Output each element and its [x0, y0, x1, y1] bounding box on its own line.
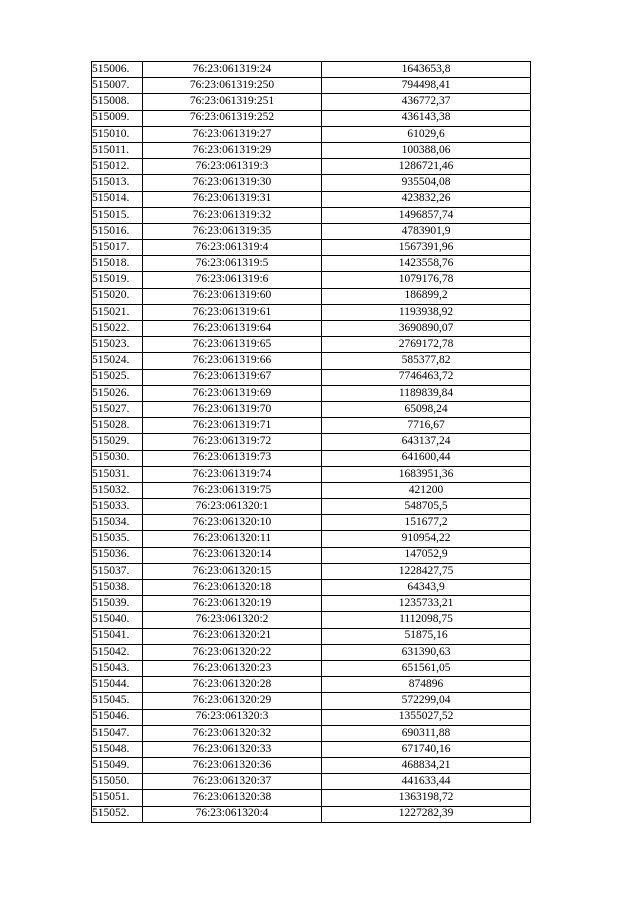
row-number-cell: 515008. — [92, 94, 143, 110]
cadastral-value-cell: 690311,88 — [322, 725, 531, 741]
table-row — [92, 175, 531, 191]
row-number-cell: 515039. — [92, 596, 143, 612]
cadastral-value-cell: 51875,16 — [322, 628, 531, 644]
cadastral-value-cell: 651561,05 — [322, 660, 531, 676]
cadastral-number-cell: 76:23:061319:66 — [143, 353, 322, 369]
row-number-cell: 515043. — [92, 660, 143, 676]
table-row — [92, 466, 531, 482]
cadastral-number-cell: 76:23:061319:250 — [143, 78, 322, 94]
cadastral-number-cell: 76:23:061319:6 — [143, 272, 322, 288]
table-row — [92, 806, 531, 822]
cadastral-number-cell: 76:23:061319:65 — [143, 337, 322, 353]
row-number-cell: 515046. — [92, 709, 143, 725]
cadastral-number-cell: 76:23:061319:61 — [143, 304, 322, 320]
cadastral-value-cell: 1423558,76 — [322, 256, 531, 272]
table-row — [92, 596, 531, 612]
table-row — [92, 547, 531, 563]
row-number-cell: 515030. — [92, 450, 143, 466]
table-row — [92, 369, 531, 385]
table-row — [92, 62, 531, 78]
cadastral-value-cell: 1079176,78 — [322, 272, 531, 288]
cadastral-number-cell: 76:23:061319:24 — [143, 62, 322, 78]
table-row — [92, 321, 531, 337]
cadastral-value-cell: 3690890,07 — [322, 321, 531, 337]
row-number-cell: 515047. — [92, 725, 143, 741]
table-row — [92, 94, 531, 110]
cadastral-number-cell: 76:23:061320:32 — [143, 725, 322, 741]
row-number-cell: 515044. — [92, 677, 143, 693]
table-row — [92, 758, 531, 774]
cadastral-number-cell: 76:23:061320:11 — [143, 531, 322, 547]
table-row — [92, 385, 531, 401]
cadastral-value-cell: 2769172,78 — [322, 337, 531, 353]
row-number-cell: 515032. — [92, 482, 143, 498]
cadastral-number-cell: 76:23:061320:23 — [143, 660, 322, 676]
row-number-cell: 515037. — [92, 563, 143, 579]
cadastral-value-cell: 1228427,75 — [322, 563, 531, 579]
cadastral-number-cell: 76:23:061319:4 — [143, 240, 322, 256]
cadastral-value-cell: 468834,21 — [322, 758, 531, 774]
table-row — [92, 499, 531, 515]
cadastral-number-cell: 76:23:061320:18 — [143, 580, 322, 596]
row-number-cell: 515012. — [92, 159, 143, 175]
table-row — [92, 401, 531, 417]
cadastral-number-cell: 76:23:061319:5 — [143, 256, 322, 272]
cadastral-number-cell: 76:23:061319:72 — [143, 434, 322, 450]
table-row — [92, 353, 531, 369]
table-row — [92, 272, 531, 288]
cadastral-number-cell: 76:23:061319:3 — [143, 159, 322, 175]
table-row — [92, 515, 531, 531]
cadastral-value-cell: 186899,2 — [322, 288, 531, 304]
row-number-cell: 515034. — [92, 515, 143, 531]
row-number-cell: 515050. — [92, 774, 143, 790]
row-number-cell: 515022. — [92, 321, 143, 337]
cadastral-number-cell: 76:23:061319:69 — [143, 385, 322, 401]
cadastral-number-cell: 76:23:061320:19 — [143, 596, 322, 612]
table-row — [92, 142, 531, 158]
table-row — [92, 256, 531, 272]
row-number-cell: 515028. — [92, 418, 143, 434]
cadastral-value-cell: 7746463,72 — [322, 369, 531, 385]
cadastral-value-cell: 441633,44 — [322, 774, 531, 790]
row-number-cell: 515015. — [92, 207, 143, 223]
cadastral-number-cell: 76:23:061319:75 — [143, 482, 322, 498]
cadastral-number-cell: 76:23:061319:60 — [143, 288, 322, 304]
cadastral-number-cell: 76:23:061320:29 — [143, 693, 322, 709]
table-row — [92, 126, 531, 142]
cadastral-value-cell: 7716,67 — [322, 418, 531, 434]
row-number-cell: 515013. — [92, 175, 143, 191]
row-number-cell: 515009. — [92, 110, 143, 126]
row-number-cell: 515041. — [92, 628, 143, 644]
cadastral-value-cell: 671740,16 — [322, 741, 531, 757]
table-row — [92, 304, 531, 320]
row-number-cell: 515011. — [92, 142, 143, 158]
row-number-cell: 515014. — [92, 191, 143, 207]
table-row — [92, 159, 531, 175]
row-number-cell: 515038. — [92, 580, 143, 596]
cadastral-number-cell: 76:23:061319:251 — [143, 94, 322, 110]
cadastral-number-cell: 76:23:061320:28 — [143, 677, 322, 693]
cadastral-number-cell: 76:23:061320:37 — [143, 774, 322, 790]
cadastral-number-cell: 76:23:061319:73 — [143, 450, 322, 466]
row-number-cell: 515006. — [92, 62, 143, 78]
table-row — [92, 223, 531, 239]
cadastral-number-cell: 76:23:061320:1 — [143, 499, 322, 515]
cadastral-number-cell: 76:23:061320:4 — [143, 806, 322, 822]
row-number-cell: 515016. — [92, 223, 143, 239]
table-row — [92, 110, 531, 126]
row-number-cell: 515049. — [92, 758, 143, 774]
table-row — [92, 628, 531, 644]
row-number-cell: 515023. — [92, 337, 143, 353]
cadastral-value-cell: 436772,37 — [322, 94, 531, 110]
cadastral-value-cell: 421200 — [322, 482, 531, 498]
cadastral-number-cell: 76:23:061319:27 — [143, 126, 322, 142]
table-row — [92, 725, 531, 741]
cadastral-value-cell: 436143,38 — [322, 110, 531, 126]
cadastral-value-cell: 585377,82 — [322, 353, 531, 369]
cadastral-value-cell: 65098,24 — [322, 401, 531, 417]
table-row — [92, 288, 531, 304]
row-number-cell: 515051. — [92, 790, 143, 806]
table-row — [92, 612, 531, 628]
table-row — [92, 644, 531, 660]
cadastral-number-cell: 76:23:061319:32 — [143, 207, 322, 223]
table-row — [92, 207, 531, 223]
cadastral-number-cell: 76:23:061320:21 — [143, 628, 322, 644]
table-row — [92, 580, 531, 596]
cadastral-value-cell: 1567391,96 — [322, 240, 531, 256]
table-body — [92, 62, 531, 823]
row-number-cell: 515020. — [92, 288, 143, 304]
cadastral-value-cell: 548705,5 — [322, 499, 531, 515]
cadastral-number-cell: 76:23:061319:30 — [143, 175, 322, 191]
cadastral-number-cell: 76:23:061320:36 — [143, 758, 322, 774]
table-row — [92, 709, 531, 725]
row-number-cell: 515018. — [92, 256, 143, 272]
table-row — [92, 337, 531, 353]
cadastral-value-table — [91, 61, 531, 823]
cadastral-number-cell: 76:23:061320:3 — [143, 709, 322, 725]
row-number-cell: 515017. — [92, 240, 143, 256]
row-number-cell: 515052. — [92, 806, 143, 822]
row-number-cell: 515048. — [92, 741, 143, 757]
table-row — [92, 78, 531, 94]
row-number-cell: 515035. — [92, 531, 143, 547]
row-number-cell: 515010. — [92, 126, 143, 142]
table-row — [92, 774, 531, 790]
cadastral-number-cell: 76:23:061320:38 — [143, 790, 322, 806]
cadastral-number-cell: 76:23:061319:74 — [143, 466, 322, 482]
table-row — [92, 660, 531, 676]
table-row — [92, 450, 531, 466]
row-number-cell: 515029. — [92, 434, 143, 450]
table-row — [92, 693, 531, 709]
cadastral-value-cell: 1286721,46 — [322, 159, 531, 175]
cadastral-number-cell: 76:23:061319:35 — [143, 223, 322, 239]
cadastral-value-cell: 631390,63 — [322, 644, 531, 660]
cadastral-value-cell: 1235733,21 — [322, 596, 531, 612]
cadastral-value-cell: 423832,26 — [322, 191, 531, 207]
cadastral-value-cell: 1355027,52 — [322, 709, 531, 725]
cadastral-number-cell: 76:23:061320:22 — [143, 644, 322, 660]
cadastral-value-cell: 1112098,75 — [322, 612, 531, 628]
cadastral-value-cell: 4783901,9 — [322, 223, 531, 239]
cadastral-value-cell: 794498,41 — [322, 78, 531, 94]
cadastral-value-cell: 64343,9 — [322, 580, 531, 596]
cadastral-number-cell: 76:23:061320:33 — [143, 741, 322, 757]
cadastral-value-cell: 910954,22 — [322, 531, 531, 547]
row-number-cell: 515026. — [92, 385, 143, 401]
cadastral-number-cell: 76:23:061319:252 — [143, 110, 322, 126]
cadastral-number-cell: 76:23:061319:71 — [143, 418, 322, 434]
row-number-cell: 515031. — [92, 466, 143, 482]
cadastral-value-cell: 100388,06 — [322, 142, 531, 158]
table-row — [92, 741, 531, 757]
table-row — [92, 531, 531, 547]
cadastral-number-cell: 76:23:061319:29 — [143, 142, 322, 158]
table-row — [92, 563, 531, 579]
table-row — [92, 240, 531, 256]
row-number-cell: 515027. — [92, 401, 143, 417]
table-row — [92, 434, 531, 450]
cadastral-value-cell: 643137,24 — [322, 434, 531, 450]
cadastral-value-cell: 1683951,36 — [322, 466, 531, 482]
cadastral-value-cell: 1189839,84 — [322, 385, 531, 401]
cadastral-number-cell: 76:23:061319:70 — [143, 401, 322, 417]
row-number-cell: 515025. — [92, 369, 143, 385]
cadastral-value-cell: 874896 — [322, 677, 531, 693]
row-number-cell: 515019. — [92, 272, 143, 288]
cadastral-number-cell: 76:23:061320:10 — [143, 515, 322, 531]
row-number-cell: 515045. — [92, 693, 143, 709]
cadastral-value-cell: 1496857,74 — [322, 207, 531, 223]
cadastral-number-cell: 76:23:061320:15 — [143, 563, 322, 579]
cadastral-number-cell: 76:23:061320:14 — [143, 547, 322, 563]
row-number-cell: 515033. — [92, 499, 143, 515]
cadastral-value-cell: 1227282,39 — [322, 806, 531, 822]
row-number-cell: 515007. — [92, 78, 143, 94]
cadastral-value-cell: 147052,9 — [322, 547, 531, 563]
row-number-cell: 515021. — [92, 304, 143, 320]
row-number-cell: 515042. — [92, 644, 143, 660]
table-row — [92, 677, 531, 693]
cadastral-value-cell: 1193938,92 — [322, 304, 531, 320]
cadastral-value-cell: 61029,6 — [322, 126, 531, 142]
table-row — [92, 790, 531, 806]
table-row — [92, 482, 531, 498]
cadastral-value-cell: 151677,2 — [322, 515, 531, 531]
cadastral-value-cell: 935504,08 — [322, 175, 531, 191]
row-number-cell: 515036. — [92, 547, 143, 563]
cadastral-number-cell: 76:23:061319:64 — [143, 321, 322, 337]
table-row — [92, 418, 531, 434]
cadastral-value-cell: 1643653,8 — [322, 62, 531, 78]
cadastral-value-cell: 641600,44 — [322, 450, 531, 466]
row-number-cell: 515024. — [92, 353, 143, 369]
cadastral-number-cell: 76:23:061320:2 — [143, 612, 322, 628]
table-row — [92, 191, 531, 207]
cadastral-value-cell: 572299,04 — [322, 693, 531, 709]
row-number-cell: 515040. — [92, 612, 143, 628]
cadastral-value-cell: 1363198,72 — [322, 790, 531, 806]
cadastral-number-cell: 76:23:061319:67 — [143, 369, 322, 385]
cadastral-number-cell: 76:23:061319:31 — [143, 191, 322, 207]
